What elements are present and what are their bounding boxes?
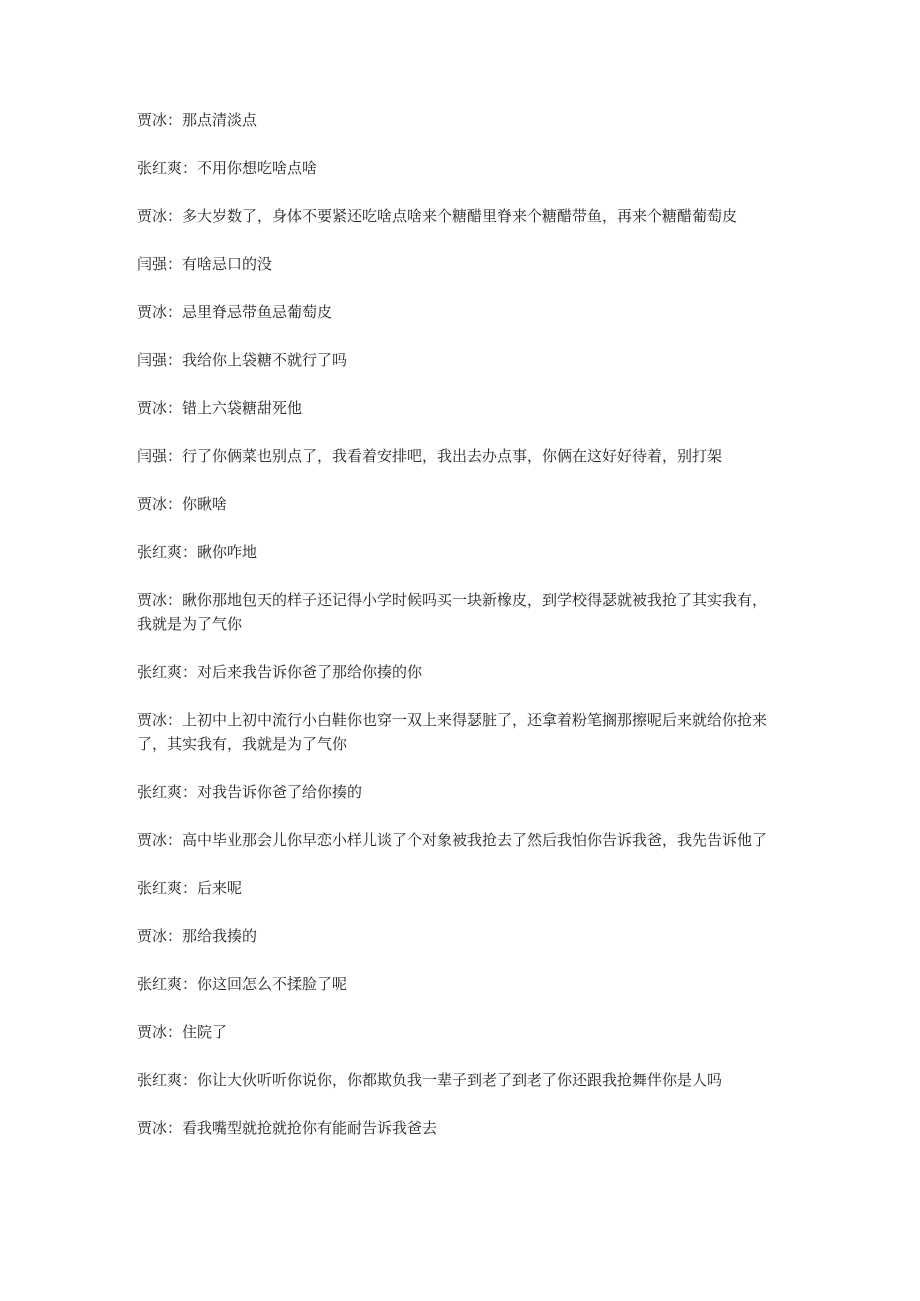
dialogue-line: 闫强：我给你上袋糖不就行了吗 (137, 351, 348, 369)
dialogue-line: 贾冰：你瞅啥 (137, 495, 228, 513)
dialogue-line: 贾冰：上初中上初中流行小白鞋你也穿一双上来得瑟脏了，还拿着粉笔搁那擦呢后来就给你抢来了，其实我有，我就是为了气你 (137, 711, 768, 753)
dialogue-line: 贾冰：错上六袋糖甜死他 (137, 399, 303, 417)
dialogue-line: 张红爽：不用你想吃啥点啥 (137, 159, 318, 177)
dialogue-line: 闫强：有啥忌口的没 (137, 255, 273, 273)
dialogue-line: 贾冰：那点清淡点 (137, 111, 258, 129)
dialogue-line: 贾冰：住院了 (137, 1023, 228, 1041)
dialogue-line: 张红爽：你让大伙听听你说你，你都欺负我一辈子到老了到老了你还跟我抢舞伴你是人吗 (137, 1071, 723, 1089)
dialogue-line: 贾冰：高中毕业那会儿你早恋小样儿谈了个对象被我抢去了然后我怕你告诉我爸，我先告诉他了 (137, 831, 768, 849)
dialogue-line: 张红爽：对我告诉你爸了给你揍的 (137, 783, 363, 801)
dialogue-line: 贾冰：看我嘴型就抢就抢你有能耐告诉我爸去 (137, 1119, 438, 1137)
dialogue-line: 贾冰：多大岁数了，身体不要紧还吃啥点啥来个糖醋里脊来个糖醋带鱼，再来个糖醋葡萄皮 (137, 207, 738, 225)
dialogue-line: 贾冰：忌里脊忌带鱼忌葡萄皮 (137, 303, 333, 321)
dialogue-line: 张红爽：对后来我告诉你爸了那给你揍的你 (137, 663, 423, 681)
dialogue-script (137, 108, 777, 1164)
dialogue-line: 闫强：行了你俩菜也别点了，我看着安排吧，我出去办点事，你俩在这好好待着，别打架 (137, 447, 723, 465)
dialogue-line: 张红爽：后来呢 (137, 879, 243, 897)
dialogue-line: 张红爽：瞅你咋地 (137, 543, 258, 561)
dialogue-line: 张红爽：你这回怎么不揉脸了呢 (137, 975, 348, 993)
dialogue-line: 贾冰：那给我揍的 (137, 927, 258, 945)
dialogue-line: 贾冰：瞅你那地包天的样子还记得小学时候吗买一块新橡皮，到学校得瑟就被我抢了其实我有，我就是为了气你 (137, 591, 768, 633)
